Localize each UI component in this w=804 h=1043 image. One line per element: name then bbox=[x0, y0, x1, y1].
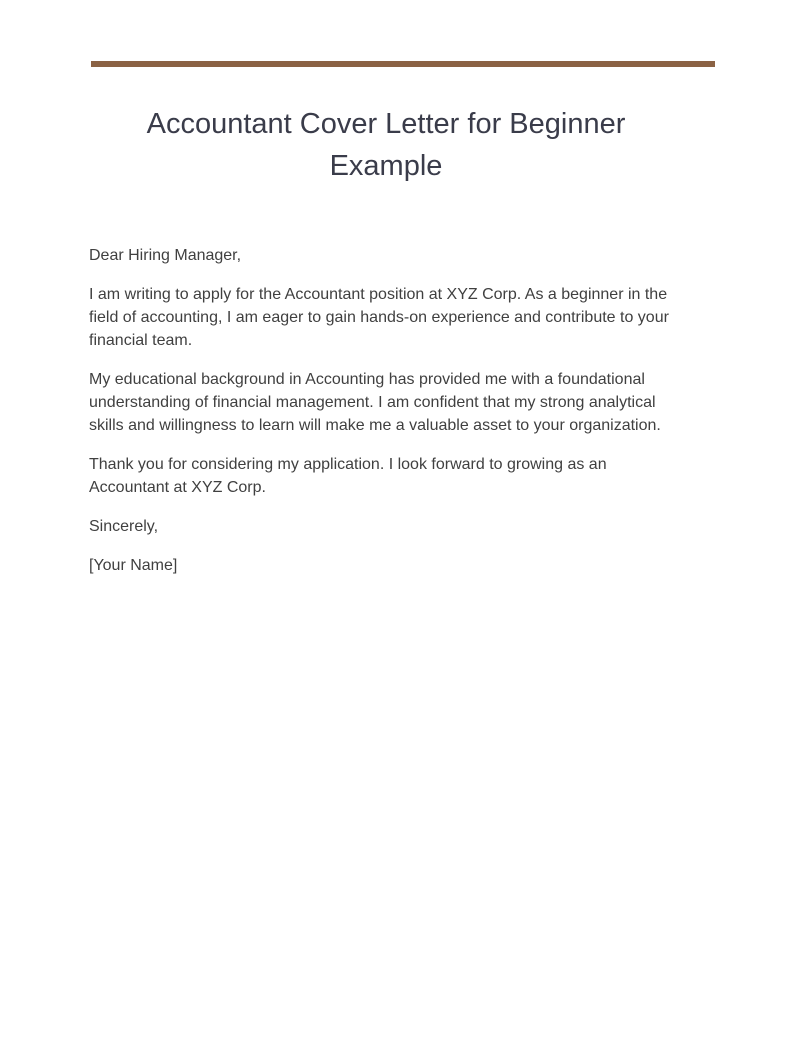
closing: Sincerely, bbox=[89, 518, 159, 535]
paragraph-thanks: Thank you for considering my application. I look forward to growing as an Accountant at XYZ Corp. bbox=[89, 456, 607, 496]
letter-body bbox=[89, 244, 689, 593]
document-title: Accountant Cover Letter for Beginner Example bbox=[146, 108, 626, 182]
signature: [Your Name] bbox=[89, 557, 178, 574]
top-accent-rule bbox=[91, 61, 715, 67]
salutation: Dear Hiring Manager, bbox=[89, 247, 242, 264]
paragraph-intro: I am writing to apply for the Accountant position at XYZ Corp. As a beginner in the field of accounting, I am eager to gain hands-on experience and contribute to your financial team. bbox=[89, 286, 669, 349]
paragraph-background: My educational background in Accounting has provided me with a foundational understanding of financial management. I am confident that my strong analytical skills and willingness to learn will make me a valuable asset to your organization. bbox=[89, 371, 661, 434]
